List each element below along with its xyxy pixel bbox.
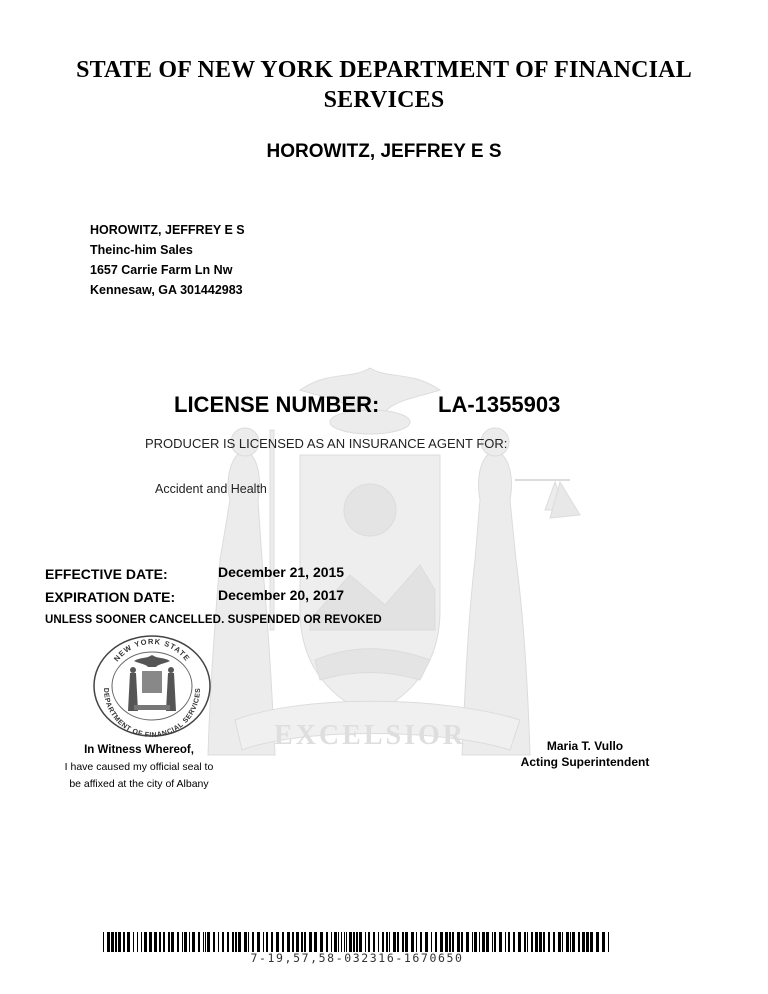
barcode-bar bbox=[386, 932, 388, 952]
barcode-bar bbox=[411, 932, 414, 952]
witness-title: In Witness Whereof, bbox=[84, 744, 194, 756]
barcode-bar bbox=[466, 932, 469, 952]
line-of-authority: Accident and Health bbox=[155, 482, 267, 496]
barcode-bar bbox=[314, 932, 317, 952]
barcode-bar bbox=[189, 932, 190, 952]
barcode-bar bbox=[435, 932, 437, 952]
barcode-bar bbox=[548, 932, 550, 952]
license-number-label: LICENSE NUMBER: bbox=[174, 392, 380, 417]
barcode-bar bbox=[479, 932, 480, 952]
barcode-bar bbox=[238, 932, 241, 952]
barcode-bar bbox=[103, 932, 104, 952]
barcode-bar bbox=[397, 932, 399, 952]
barcode-bar bbox=[505, 932, 506, 952]
barcode-bar bbox=[365, 932, 366, 952]
barcode-bar bbox=[425, 932, 428, 952]
barcode-bar bbox=[203, 932, 204, 952]
barcode-bar bbox=[586, 932, 589, 952]
barcode-bar bbox=[402, 932, 404, 952]
barcode-bar bbox=[518, 932, 521, 952]
barcode-bar bbox=[282, 932, 284, 952]
effective-date-label: EFFECTIVE DATE: bbox=[45, 566, 168, 582]
barcode-bar bbox=[405, 932, 408, 952]
address-company: Theinc-him Sales bbox=[90, 243, 193, 257]
barcode-bar bbox=[107, 932, 110, 952]
barcode-bar bbox=[331, 932, 332, 952]
barcode-bar bbox=[346, 932, 347, 952]
barcode-bar bbox=[482, 932, 485, 952]
address-street: 1657 Carrie Farm Ln Nw bbox=[90, 263, 233, 277]
barcode-bar bbox=[344, 932, 345, 952]
barcode-bar bbox=[508, 932, 510, 952]
barcode-bar bbox=[334, 932, 337, 952]
barcode-bar bbox=[416, 932, 417, 952]
barcode-bar bbox=[572, 932, 575, 952]
barcode-bar bbox=[154, 932, 157, 952]
barcode-bar bbox=[320, 932, 323, 952]
barcode-bar bbox=[445, 932, 448, 952]
barcode-bar bbox=[271, 932, 273, 952]
barcode-number: 7-19,57,58-032316-1670650 bbox=[250, 951, 464, 965]
barcode-bar bbox=[440, 932, 443, 952]
barcode-bar bbox=[570, 932, 571, 952]
barcode-bar bbox=[182, 932, 183, 952]
barcode-bar bbox=[513, 932, 515, 952]
barcode-bar bbox=[566, 932, 569, 952]
barcode-bar bbox=[420, 932, 422, 952]
barcode-bar bbox=[137, 932, 138, 952]
barcode-bar bbox=[499, 932, 502, 952]
validity-condition: UNLESS SOONER CANCELLED. SUSPENDED OR REVOKED bbox=[45, 614, 382, 626]
barcode-bar bbox=[111, 932, 114, 952]
barcode-bar bbox=[248, 932, 249, 952]
barcode-bar bbox=[378, 932, 379, 952]
producer-statement: PRODUCER IS LICENSED AS AN INSURANCE AGENT FOR: bbox=[145, 436, 508, 451]
barcode-bar bbox=[232, 932, 234, 952]
barcode-bar bbox=[326, 932, 328, 952]
barcode-bar bbox=[207, 932, 210, 952]
barcode-bar bbox=[382, 932, 384, 952]
barcode-bar bbox=[115, 932, 117, 952]
barcode-bar bbox=[292, 932, 294, 952]
barcode-bar bbox=[535, 932, 538, 952]
witness-line-2: be affixed at the city of Albany bbox=[69, 778, 209, 790]
barcode-bar bbox=[235, 932, 237, 952]
barcode-bar bbox=[389, 932, 390, 952]
barcode-bar bbox=[472, 932, 473, 952]
barcode-bar bbox=[141, 932, 142, 952]
effective-date-value: December 21, 2015 bbox=[218, 564, 345, 580]
barcode-bar bbox=[582, 932, 585, 952]
barcode-bar bbox=[578, 932, 580, 952]
barcode-bar bbox=[177, 932, 179, 952]
barcode-bar bbox=[118, 932, 121, 952]
seal-bottom-text: DEPARTMENT OF FINANCIAL SERVICES bbox=[101, 687, 203, 739]
barcode-bar bbox=[263, 932, 264, 952]
barcode-bar bbox=[171, 932, 174, 952]
barcode-bar bbox=[474, 932, 477, 952]
witness-line-1: I have caused my official seal to bbox=[64, 761, 214, 773]
barcode-bar bbox=[553, 932, 555, 952]
barcode-bar bbox=[368, 932, 370, 952]
barcode-bar bbox=[133, 932, 134, 952]
barcode-bar bbox=[543, 932, 545, 952]
expiration-date-value: December 20, 2017 bbox=[218, 587, 345, 603]
barcode-bar bbox=[213, 932, 215, 952]
barcode-bar bbox=[266, 932, 268, 952]
seal-top-text: NEW YORK STATE bbox=[111, 636, 193, 664]
address-name: HOROWITZ, JEFFREY E S bbox=[90, 223, 245, 237]
page-title: STATE OF NEW YORK DEPARTMENT OF FINANCIAL SERVICES bbox=[76, 57, 692, 113]
barcode-bar bbox=[373, 932, 375, 952]
barcode-bar bbox=[486, 932, 489, 952]
barcode-bar bbox=[356, 932, 358, 952]
expiration-date-label: EXPIRATION DATE: bbox=[45, 589, 176, 605]
barcode-bar bbox=[222, 932, 224, 952]
mailing-address bbox=[90, 220, 245, 300]
barcode-bar bbox=[359, 932, 362, 952]
barcode-bar bbox=[184, 932, 187, 952]
barcode-bar bbox=[296, 932, 299, 952]
coat-of-arms-watermark bbox=[150, 360, 590, 780]
barcode-bar bbox=[338, 932, 339, 952]
license-number: LA-1355903 bbox=[438, 392, 561, 417]
address-city: Kennesaw, GA 301442983 bbox=[90, 283, 243, 297]
barcode bbox=[103, 932, 611, 952]
barcode-bar bbox=[452, 932, 454, 952]
barcode-bar bbox=[192, 932, 195, 952]
barcode-bar bbox=[596, 932, 599, 952]
barcode-bar bbox=[341, 932, 342, 952]
barcode-bar bbox=[531, 932, 533, 952]
barcode-bar bbox=[304, 932, 306, 952]
barcode-bar bbox=[149, 932, 152, 952]
watermark-motto: EXCELSIOR bbox=[274, 720, 466, 751]
barcode-bar bbox=[494, 932, 496, 952]
barcode-bar bbox=[539, 932, 542, 952]
licensee-name-heading: HOROWITZ, JEFFREY E S bbox=[266, 141, 502, 162]
barcode-bar bbox=[608, 932, 609, 952]
barcode-bar bbox=[227, 932, 229, 952]
barcode-bar bbox=[492, 932, 493, 952]
barcode-bar bbox=[558, 932, 561, 952]
witness-statement bbox=[50, 742, 228, 793]
barcode-bar bbox=[127, 932, 130, 952]
barcode-bar bbox=[457, 932, 460, 952]
barcode-bar bbox=[257, 932, 260, 952]
barcode-bar bbox=[562, 932, 563, 952]
barcode-bar bbox=[590, 932, 593, 952]
barcode-bar bbox=[168, 932, 170, 952]
barcode-bar bbox=[159, 932, 161, 952]
barcode-bar bbox=[287, 932, 290, 952]
signer-title: Acting Superintendent bbox=[520, 755, 650, 769]
signer-name: Maria T. Vullo bbox=[546, 739, 624, 753]
barcode-bar bbox=[144, 932, 147, 952]
barcode-bar bbox=[524, 932, 526, 952]
barcode-bar bbox=[198, 932, 200, 952]
barcode-bar bbox=[602, 932, 605, 952]
barcode-bar bbox=[461, 932, 463, 952]
barcode-bar bbox=[163, 932, 165, 952]
barcode-bar bbox=[349, 932, 352, 952]
barcode-bar bbox=[309, 932, 312, 952]
barcode-bar bbox=[431, 932, 432, 952]
barcode-bar bbox=[218, 932, 219, 952]
barcode-bar bbox=[252, 932, 254, 952]
official-seal bbox=[90, 633, 214, 739]
barcode-bar bbox=[353, 932, 355, 952]
barcode-bar bbox=[393, 932, 396, 952]
barcode-bar bbox=[205, 932, 206, 952]
barcode-bar bbox=[301, 932, 303, 952]
barcode-bar bbox=[244, 932, 247, 952]
barcode-bar bbox=[449, 932, 451, 952]
barcode-bar bbox=[276, 932, 279, 952]
barcode-bar bbox=[527, 932, 528, 952]
signer-block bbox=[500, 738, 670, 770]
barcode-bar bbox=[123, 932, 125, 952]
